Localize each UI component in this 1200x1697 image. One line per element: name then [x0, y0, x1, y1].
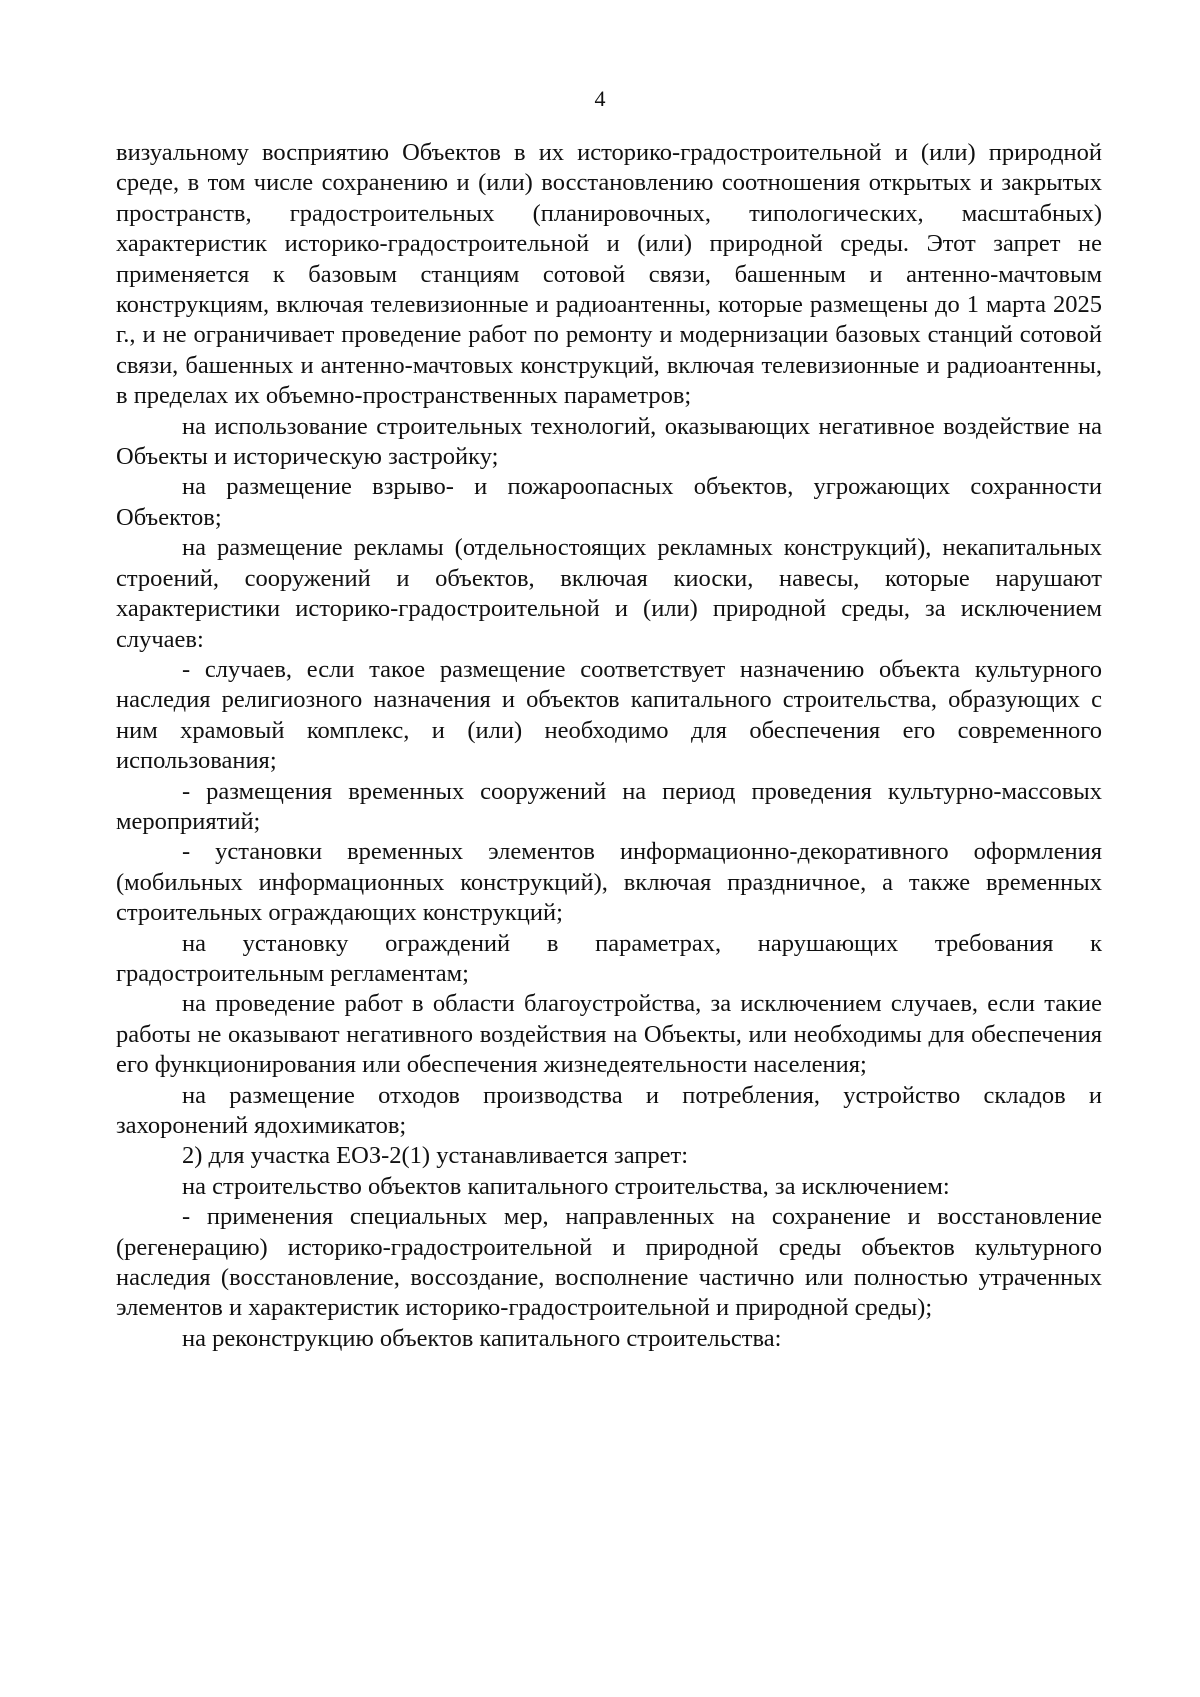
paragraph: на проведение работ в области благоустройства, за исключением случаев, если такие работы не оказывают негативного воздействия на Объекты, или необходимы для обеспечения его функционирования или обеспечения жизнедеятельности населения; [116, 990, 1102, 1079]
paragraph: на реконструкцию объектов капитального строительства: [182, 1324, 782, 1352]
paragraph: - случаев, если такое размещение соответствует назначению объекта культурного наследия религиозного назначения и объектов капитального строительства, образующих с ним храмовый комплекс, и (или) необходимо для обеспечения его современного использования; [116, 655, 1102, 775]
document-body [116, 138, 1102, 1354]
paragraph: визуальному восприятию Объектов в их историко-градостроительной и (или) природной среде, в том числе сохранению и (или) восстановлению соотношения открытых и закрытых пространств, градостроительных (планировочных, типологических, масштабных) характеристик историко-градостроительной и (или) природной среды. Этот запрет не применяется к базовым станциям сотовой связи, башенным и антенно-мачтовым конструкциям, включая телевизионные и радиоантенны, которые размещены до 1 марта 2025 г., и не ограничивает проведение работ по ремонту и модернизации базовых станций сотовой связи, башенных и антенно-мачтовых конструкций, включая телевизионные и радиоантенны, в пределах их объемно-пространственных параметров; [116, 139, 1102, 410]
paragraph: - установки временных элементов информационно-декоративного оформления (мобильных информационных конструкций), включая праздничное, а также временных строительных ограждающих конструкций; [116, 838, 1102, 927]
paragraph: на установку ограждений в параметрах, нарушающих требования к градостроительным регламентам; [116, 929, 1102, 987]
paragraph: на использование строительных технологий, оказывающих негативное воздействие на Объекты и историческую застройку; [116, 412, 1102, 471]
paragraph: 2) для участка ЕОЗ-2(1) устанавливается запрет: [182, 1142, 689, 1170]
paragraph: на размещение рекламы (отдельностоящих рекламных конструкций), некапитальных строений, сооружений и объектов, включая киоски, навесы, которые нарушают характеристики историко-градостроительной и (или) природной среды, за исключением случаев: [116, 534, 1102, 653]
paragraph: на строительство объектов капитального строительства, за исключением: [182, 1172, 950, 1200]
paragraph: - применения специальных мер, направленных на сохранение и восстановление (регенерацию) историко-градостроительной и природной среды объектов культурного наследия (восстановление, воссоздание, восполнение частично или полностью утраченных элементов и характеристик историко-градостроительной и природной среды); [116, 1203, 1102, 1322]
paragraph: - размещения временных сооружений на период проведения культурно-массовых мероприятий; [116, 777, 1102, 835]
paragraph: на размещение отходов производства и потребления, устройство складов и захоронений ядохимикатов; [116, 1081, 1102, 1139]
page-number: 4 [594, 86, 606, 111]
paragraph: на размещение взрыво- и пожароопасных объектов, угрожающих сохранности Объектов; [116, 473, 1102, 531]
